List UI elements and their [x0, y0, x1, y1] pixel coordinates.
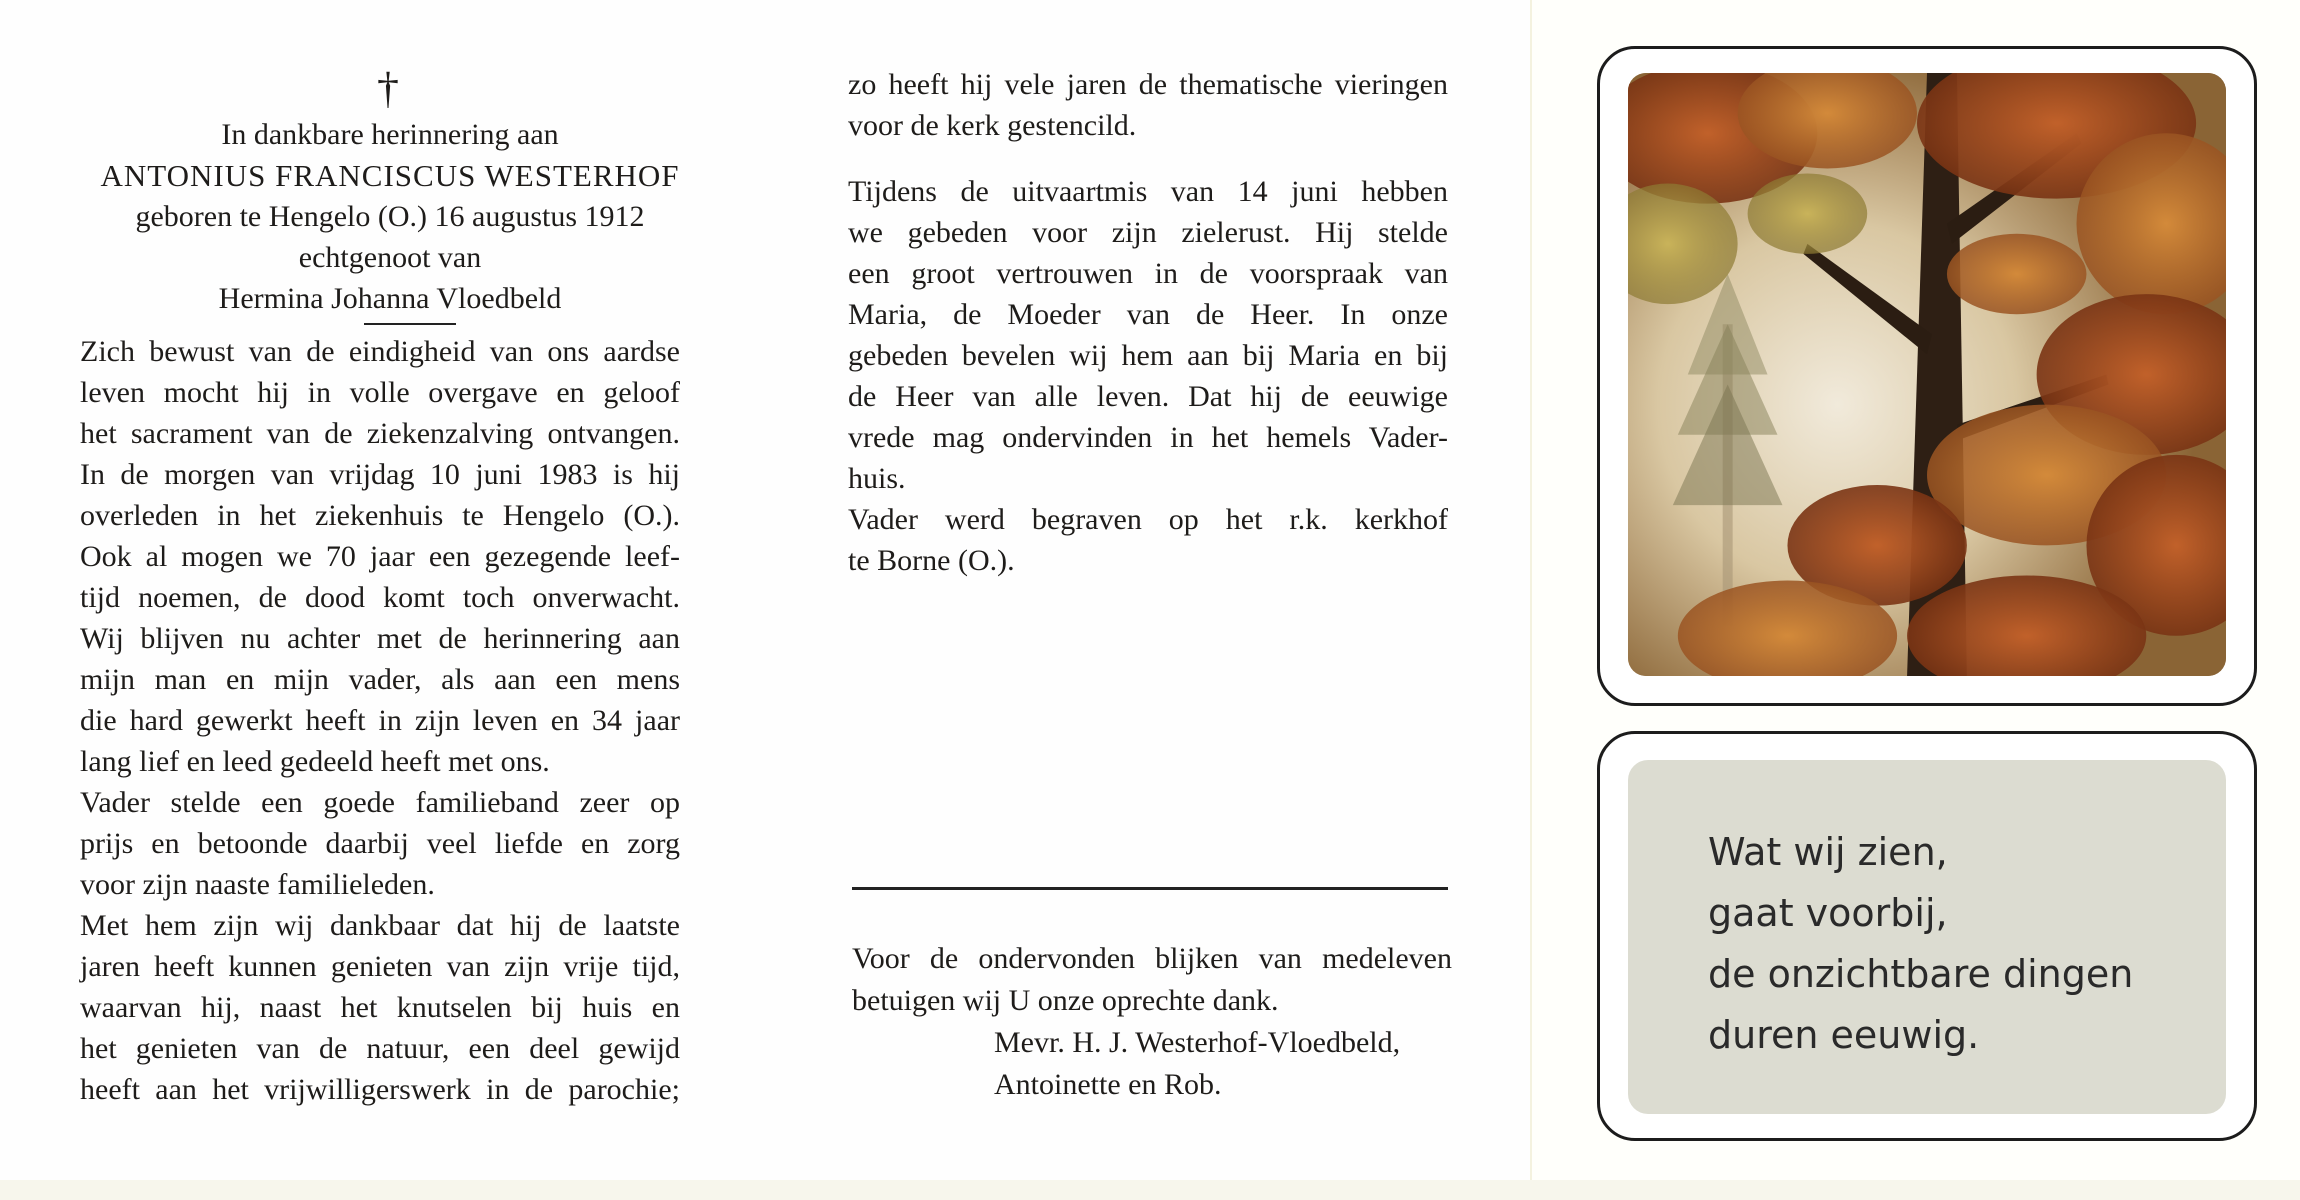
quote-box	[1628, 760, 2226, 1114]
birth-line: geboren te Hengelo (O.) 16 augustus 1912	[135, 200, 645, 233]
text-line: een groot vertrouwen in de voorspraak van	[848, 257, 1448, 290]
fold-line	[1530, 0, 1532, 1200]
text-line: Vader werd begraven op het r.k. kerkhof	[848, 503, 1448, 536]
text-line: lang lief en leed gedeeld heeft met ons.	[80, 745, 550, 778]
paragraph-continuation	[848, 64, 1448, 146]
dedication-line: In dankbare herinnering aan	[221, 118, 559, 151]
quote-line: de onzichtbare dingen	[1708, 952, 2134, 996]
obituary-text	[80, 331, 680, 1110]
text-line: we gebeden voor zijn zielerust. Hij stelde	[848, 216, 1448, 249]
photo-frame	[1597, 46, 2257, 706]
cross-icon: †	[377, 64, 399, 113]
text-line: het sacrament van de ziekenzalving ontvangen.	[80, 417, 680, 450]
quote-line: gaat voorbij,	[1708, 891, 1948, 935]
quote-line: duren eeuwig.	[1708, 1013, 1980, 1057]
thanks-line: Voor de ondervonden blijken van medeleven	[852, 942, 1452, 975]
text-line: prijs en betoonde daarbij veel liefde en zorg	[80, 827, 680, 860]
card-bottom-edge	[0, 1180, 2300, 1200]
quote-line: Wat wij zien,	[1708, 830, 1948, 874]
text-line: Maria, de Moeder van de Heer. In onze	[848, 298, 1448, 331]
text-line: voor de kerk gestencild.	[848, 109, 1137, 142]
quote-frame	[1597, 731, 2257, 1141]
thanks-divider	[852, 887, 1448, 890]
text-line: de Heer van alle leven. Dat hij de eeuwige	[848, 380, 1448, 413]
scripture-quote	[1708, 822, 2133, 1066]
signature	[852, 1022, 1452, 1106]
thanks-line: betuigen wij U onze oprechte dank.	[852, 984, 1279, 1017]
text-line: gebeden bevelen wij hem aan bij Maria en bij	[848, 339, 1448, 372]
text-line: te Borne (O.).	[848, 544, 1015, 577]
text-line: Tijdens de uitvaartmis van 14 juni hebben	[848, 175, 1448, 208]
text-line: zo heeft hij vele jaren de thematische vieringen	[848, 68, 1448, 101]
text-line: huis.	[848, 462, 906, 495]
text-line: overleden in het ziekenhuis te Hengelo (O.).	[80, 499, 680, 532]
text-line: mijn man en mijn vader, als aan een mens	[80, 663, 680, 696]
text-line: jaren heeft kunnen genieten van zijn vrije tijd,	[80, 950, 680, 983]
text-line: die hard gewerkt heeft in zijn leven en 34 jaar	[80, 704, 680, 737]
autumn-forest-photo	[1628, 73, 2226, 676]
text-line: In de morgen van vrijdag 10 juni 1983 is hij	[80, 458, 680, 491]
text-line: vrede mag ondervinden in het hemels Vader-	[848, 421, 1448, 454]
text-line: leven mocht hij in volle overgave en geloof	[80, 376, 680, 409]
dedication-heading	[100, 114, 680, 319]
heading-divider	[364, 323, 456, 325]
text-line: Zich bewust van de eindigheid van ons aardse	[80, 335, 680, 368]
text-line: Wij blijven nu achter met de herinnering aan	[80, 622, 680, 655]
signature-line: Antoinette en Rob.	[994, 1068, 1222, 1101]
left-column	[80, 64, 680, 1110]
autumn-forest-illustration	[1628, 73, 2226, 676]
text-line: voor zijn naaste familieleden.	[80, 868, 435, 901]
middle-column	[848, 64, 1448, 581]
text-line: Vader stelde een goede familieband zeer op	[80, 786, 680, 819]
text-line: heeft aan het vrijwilligerswerk in de parochie;	[80, 1073, 680, 1106]
spouse-label: echtgenoot van	[298, 241, 482, 274]
text-line: Ook al mogen we 70 jaar een gezegende leef-	[80, 540, 680, 573]
text-line: het genieten van de natuur, een deel gewijd	[80, 1032, 680, 1065]
signature-line: Mevr. H. J. Westerhof-Vloedbeld,	[994, 1026, 1401, 1059]
text-line: Met hem zijn wij dankbaar dat hij de laatste	[80, 909, 680, 942]
deceased-name: ANTONIUS FRANCISCUS WESTERHOF	[100, 158, 680, 193]
text-line: tijd noemen, de dood komt toch onverwacht.	[80, 581, 680, 614]
spouse-name: Hermina Johanna Vloedbeld	[218, 282, 562, 315]
funeral-paragraph	[848, 171, 1448, 581]
text-line: waarvan hij, naast het knutselen bij huis en	[80, 991, 680, 1024]
thanks-block	[852, 938, 1452, 1106]
